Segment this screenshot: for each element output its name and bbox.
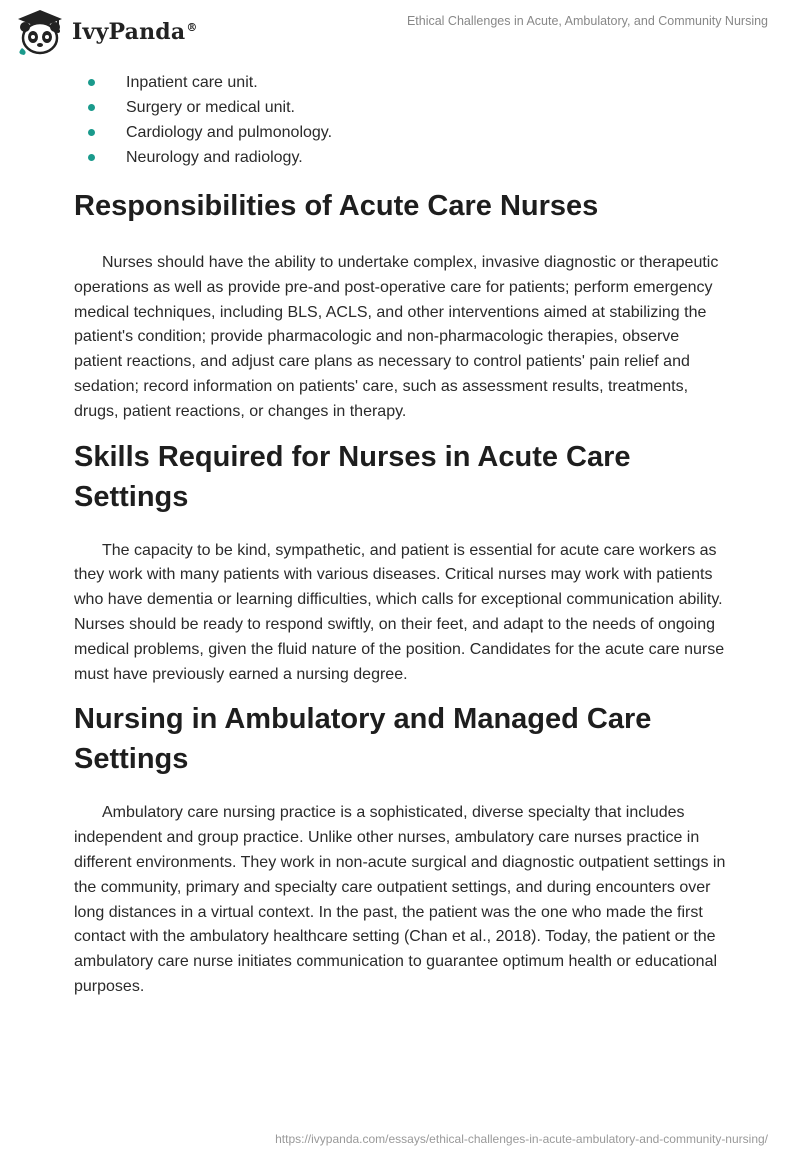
essay-content bbox=[74, 70, 726, 1000]
page-header bbox=[0, 0, 800, 70]
ivypanda-logo[interactable] bbox=[14, 8, 198, 56]
section-heading-skills: Skills Required for Nurses in Acute Care Settings bbox=[74, 440, 631, 513]
section-heading-responsibilities: Responsibilities of Acute Care Nurses bbox=[74, 190, 599, 222]
footer-url-link[interactable]: https://ivypanda.com/essays/ethical-challenges-in-acute-ambulatory-and-community-nursing/ bbox=[275, 1132, 768, 1146]
list-item: Inpatient care unit. bbox=[74, 70, 726, 95]
section-paragraph-responsibilities: Nurses should have the ability to undertake complex, invasive diagnostic or therapeutic operations as well as provide pre-and post-operative care for patients; perform emergency medical techniques, including BLS, ACLS, and other interventions aimed at stabilizing the patient's condition; provide pharmacologic and non-pharmacologic therapies, observe patient reactions, and adjust care plans as necessary to control patients' pain relief and sedation; record information on patients' care, such as assessment results, treatments, drugs, patient reactions, or changes in therapy. bbox=[74, 254, 719, 420]
section-paragraph-skills: The capacity to be kind, sympathetic, and patient is essential for acute care workers as they work with many patients with various diseases. Critical nurses may work with patients who have dementia or learning difficulties, which calls for exceptional communication ability. Nurses should be ready to respond swiftly, on their feet, and adapt to the needs of ongoing medical problems, given the fluid nature of the position. Candidates for the acute care nurse must have previously earned a nursing degree. bbox=[74, 541, 725, 683]
list-item: Cardiology and pulmonology. bbox=[74, 120, 726, 145]
section-paragraph-ambulatory: Ambulatory care nursing practice is a sophisticated, diverse specialty that includes independent and group practice. Unlike other nurses, ambulatory care nurses practice in different environments. They work in non-acute surgical and diagnostic outpatient settings in the community, primary and specialty care outpatient settings, and during encounters over long distances in a virtual context. In the past, the patient was the one who made the first contact with the ambulatory healthcare setting (Chan et al., 2018). Today, the patient or the ambulatory care nurse initiates communication to guarantee optimum health or educational purposes. bbox=[74, 804, 726, 995]
list-item: Neurology and radiology. bbox=[74, 145, 726, 170]
bullet-dot-icon bbox=[88, 154, 95, 161]
section-heading-ambulatory: Nursing in Ambulatory and Managed Care Settings bbox=[74, 703, 652, 776]
bullet-dot-icon bbox=[88, 79, 95, 86]
bullet-dot-icon bbox=[88, 104, 95, 111]
list-item: Surgery or medical unit. bbox=[74, 95, 726, 120]
document-title: Ethical Challenges in Acute, Ambulatory, and Community Nursing bbox=[406, 14, 768, 28]
bullet-dot-icon bbox=[88, 129, 95, 136]
logo-text: IvyPanda® bbox=[72, 19, 198, 45]
panda-logo-icon bbox=[14, 8, 66, 56]
bullet-list bbox=[74, 70, 726, 170]
